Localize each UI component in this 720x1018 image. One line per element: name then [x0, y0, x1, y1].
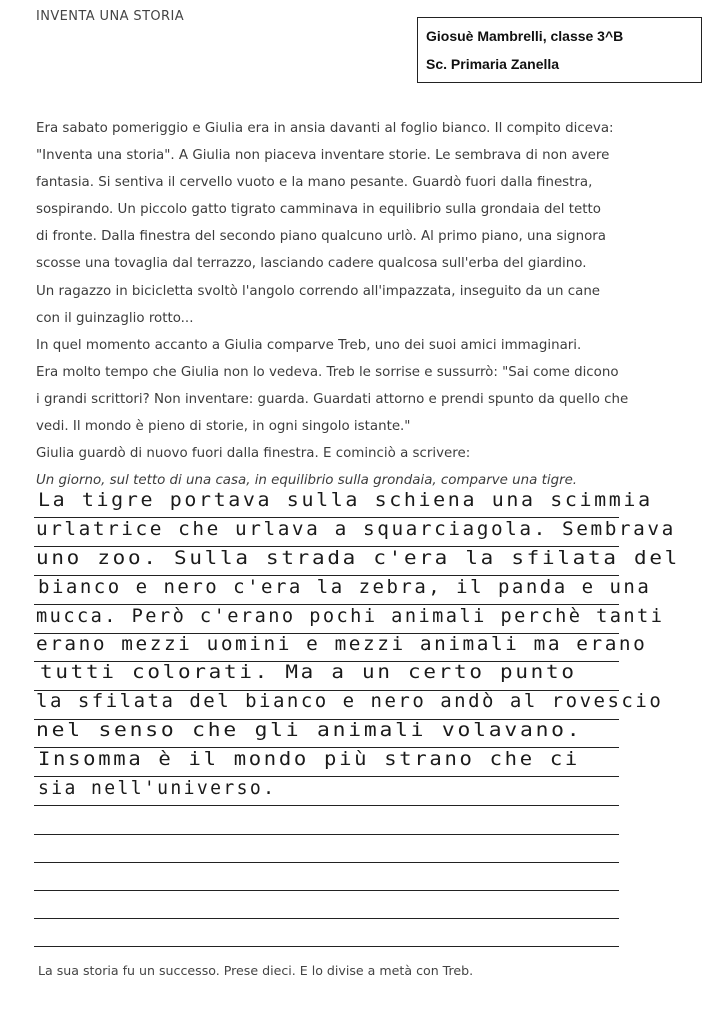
handwritten-line: La tigre portava sulla schiena una scimmia: [38, 489, 653, 511]
writing-rule: [34, 834, 619, 835]
handwritten-line: uno zoo. Sulla strada c'era la sfilata del: [36, 547, 680, 569]
handwritten-line: mucca. Però c'erano pochi animali perchè tanti: [36, 605, 665, 627]
story-line: Era molto tempo che Giulia non lo vedeva. Treb le sorrise e sussurrò: "Sai come dicono: [36, 364, 619, 380]
handwritten-line: la sfilata del bianco e nero andò al rovescio: [36, 690, 664, 712]
handwritten-line: nel senso che gli animali volavano.: [36, 719, 583, 741]
writing-rule: [34, 918, 619, 919]
story-line: Giulia guardò di nuovo fuori dalla finestra. E cominciò a scrivere:: [36, 446, 471, 462]
story-line: i grandi scrittori? Non inventare: guarda. Guardati attorno e prendi spunto da quello che: [36, 391, 629, 407]
school-name: Sc. Primaria Zanella: [426, 56, 560, 72]
writing-rule: [34, 946, 619, 947]
story-ending: La sua storia fu un successo. Prese dieci. E lo divise a metà con Treb.: [38, 963, 474, 978]
handwriting-area: [34, 0, 680, 1018]
writing-rule: [34, 805, 619, 806]
writing-rule: [34, 862, 619, 863]
writing-rule: [34, 890, 619, 891]
story-opening-italic: Un giorno, sul tetto di una casa, in equilibrio sulla grondaia, comparve una tigre.: [36, 473, 578, 489]
story-line: di fronte. Dalla finestra del secondo piano qualcuno urlò. Al primo piano, una signora: [36, 229, 607, 245]
story-line: vedi. Il mondo è pieno di storie, in ogni singolo istante.": [36, 419, 411, 435]
handwritten-line: sia nell'universo.: [38, 777, 277, 799]
story-line: Era sabato pomeriggio e Giulia era in ansia davanti al foglio bianco. Il compito diceva:: [36, 121, 614, 136]
handwritten-line: bianco e nero c'era la zebra, il panda e una: [38, 576, 652, 598]
story-line: "Inventa una storia". A Giulia non piaceva inventare storie. Le sembrava di non avere: [36, 148, 610, 164]
story-line: con il guinzaglio rotto...: [36, 310, 194, 326]
story-line: sospirando. Un piccolo gatto tigrato camminava in equilibrio sulla grondaia del tetto: [36, 202, 601, 218]
handwritten-line: tutti colorati. Ma a un certo punto: [40, 661, 577, 683]
story-line: scosse una tovaglia dal terrazzo, lasciando cadere qualcosa sull'erba del giardino.: [36, 256, 587, 272]
handwritten-line: erano mezzi uomini e mezzi animali ma erano: [36, 633, 648, 655]
handwritten-line: urlatrice che urlava a squarciagola. Sembrava: [36, 518, 676, 540]
story-line: fantasia. Si sentiva il cervello vuoto e la mano pesante. Guardò fuori dalla finestra,: [36, 175, 593, 191]
story-line: In quel momento accanto a Giulia comparve Treb, uno dei suoi amici immaginari.: [36, 337, 582, 353]
story-line: Un ragazzo in bicicletta svoltò l'angolo correndo all'impazzata, inseguito da un cane: [36, 283, 601, 299]
handwritten-line: Insomma è il mondo più strano che ci: [38, 748, 580, 770]
student-name-class: Giosuè Mambrelli, classe 3^B: [426, 28, 624, 44]
worksheet-title: INVENTA UNA STORIA: [36, 9, 184, 24]
